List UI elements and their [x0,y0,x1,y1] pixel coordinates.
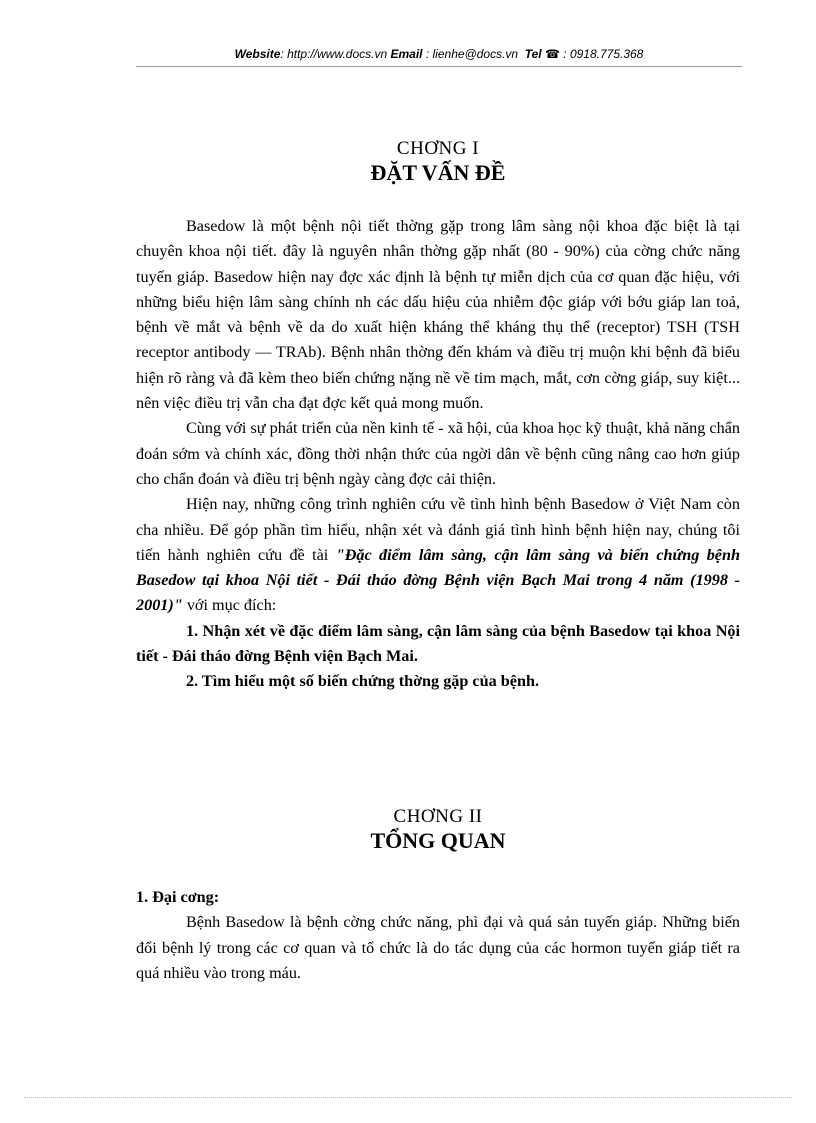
header-divider [136,66,742,67]
intro-paragraph-1: Basedow là một bệnh nội tiết thờng gặp trong lâm sàng nội khoa đặc biệt là tại chuyên khoa nội tiết. đây là nguyên nhân thờng gặp nhất (80 - 90%) của cờng chức năng tuyến giáp. Basedow hiện nay đợc xác định là bệnh tự miễn dịch của cơ quan đặc hiệu, với những biểu hiện lâm sàng chính nh các dấu hiệu của nhiễm độc giáp với bớu giáp lan toả, bệnh về mắt và bệnh về da do xuất hiện kháng thể kháng thụ thể (receptor) TSH (TSH receptor antibody — TRAb). Bệnh nhân thờng đến khám và điều trị muộn khi bệnh đã biểu hiện rõ ràng và đã kèm theo biến chứng nặng nề về tim mạch, mắt, cơn cờng giáp, suy kiệt... nên việc điều trị vẫn cha đạt đợc kết quả mong muốn. [136,217,740,413]
intro-p3-end: với mục đích: [182,596,277,615]
chapter-1-title: ĐẶT VẤN ĐỀ [370,160,506,185]
email-value: : lienhe@docs.vn [425,47,519,61]
chapter-2-title: TỔNG QUAN [370,828,506,853]
intro-body [136,214,740,695]
goal-2: 2. Tìm hiểu một số biến chứng thờng gặp của bệnh. [186,672,539,691]
section-1-paragraph: Bệnh Basedow là bệnh cờng chức năng, phì đại và quá sản tuyến giáp. Những biến đổi bệnh lý trong các cơ quan và tổ chức là do tác dụng của các hormon tuyến giáp tiết ra quá nhiều vào trong máu. [136,913,740,982]
section-1-heading: 1. Đại cơng: [136,888,220,906]
intro-p3-start: Hiện nay, những công trình nghiên cứu về tình hình bệnh Basedow ở Việt Nam còn cha nhiều. Để góp phần tìm hiểu, nhận xét và đánh giá tình hình bệnh hiện nay, chúng tôi tiến hành nghiên cứu đề tài [136,495,740,564]
email-label: Email [390,47,423,61]
study-title: "Đặc điểm lâm sàng, cận lâm sàng và biến chứng bệnh Basedow tại khoa Nội tiết - Đái tháo đờng Bệnh viện Bạch Mai trong 4 năm (1998 - 2001)" [136,545,740,615]
intro-paragraph-2: Cùng với sự phát triển của nền kinh tế - xã hội, của khoa học kỹ thuật, khả năng chẩn đoán sớm và chính xác, đồng thời nhận thức của ngời dân về bệnh cũng nâng cao hơn giúp cho chẩn đoán và điều trị bệnh ngày càng đợc cải thiện. [136,419,740,488]
section-1-body [136,885,740,986]
chapter-2-heading [136,806,740,854]
page-header [136,47,742,61]
website-value: : http://www.docs.vn [280,47,388,61]
website-label: Website [234,47,281,61]
tel-label: Tel [524,47,542,61]
chapter-1-heading [136,138,740,186]
tel-value: ☎ : 0918.775.368 [545,47,644,61]
chapter-2-number: CHƠNG II [393,806,483,827]
footer-divider [24,1097,792,1098]
intro-paragraph-3 [136,492,740,618]
chapter-1-number: CHƠNG I [396,138,480,159]
goal-1: 1. Nhận xét về đặc điểm lâm sàng, cận lâm sàng của bệnh Basedow tại khoa Nội tiết - Đái tháo đờng Bệnh viện Bạch Mai. [136,621,740,666]
